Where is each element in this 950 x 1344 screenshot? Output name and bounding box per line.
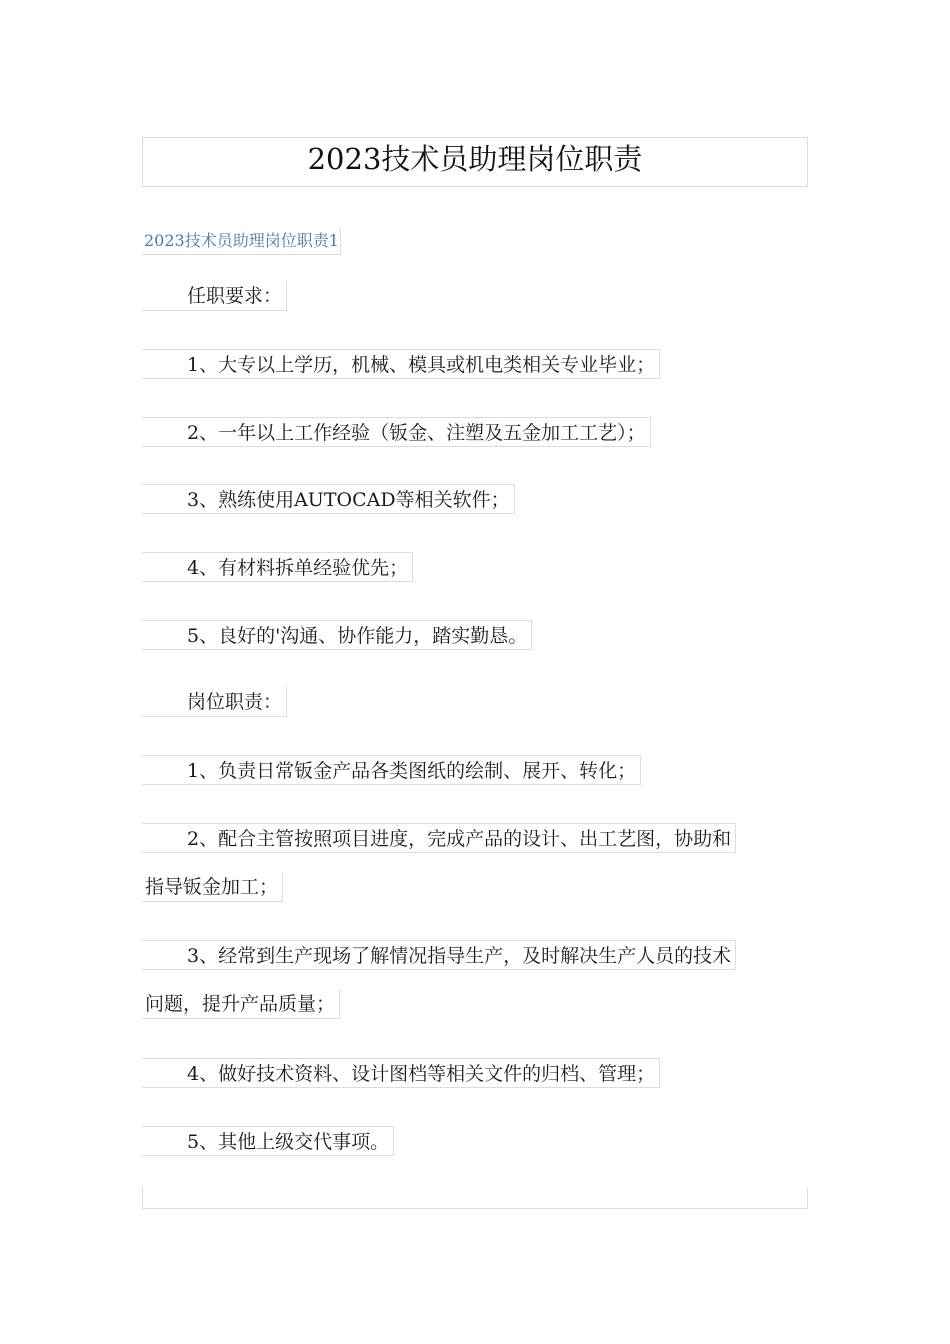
page-title: 2023技术员助理岗位职责 bbox=[307, 142, 643, 176]
duties-heading: 岗位职责： bbox=[142, 687, 287, 717]
requirement-item: 2、一年以上工作经验（钣金、注塑及五金加工工艺）； bbox=[142, 417, 651, 447]
duty-item: 1、负责日常钣金产品各类图纸的绘制、展开、转化； bbox=[142, 755, 641, 785]
duty-item: 5、其他上级交代事项。 bbox=[142, 1126, 394, 1156]
duty-item-continued: 指导钣金加工； bbox=[142, 872, 283, 902]
duty-item-continued: 问题，提升产品质量； bbox=[142, 989, 340, 1019]
requirements-heading: 任职要求： bbox=[142, 281, 287, 311]
duty-item: 2、配合主管按照项目进度，完成产品的设计、出工艺图，协助和 bbox=[142, 823, 736, 853]
requirement-item: 1、大专以上学历，机械、模具或机电类相关专业毕业； bbox=[142, 349, 660, 379]
section-subtitle: 2023技术员助理岗位职责1 bbox=[142, 228, 341, 255]
requirement-item: 3、熟练使用AUTOCAD等相关软件； bbox=[142, 484, 515, 514]
requirement-item: 4、有材料拆单经验优先； bbox=[142, 552, 413, 582]
footer-frame bbox=[142, 1188, 808, 1209]
duty-item: 3、经常到生产现场了解情况指导生产，及时解决生产人员的技术 bbox=[142, 940, 736, 970]
duty-item: 4、做好技术资料、设计图档等相关文件的归档、管理； bbox=[142, 1058, 660, 1088]
requirement-item: 5、良好的'沟通、协作能力，踏实勤恳。 bbox=[142, 620, 532, 650]
